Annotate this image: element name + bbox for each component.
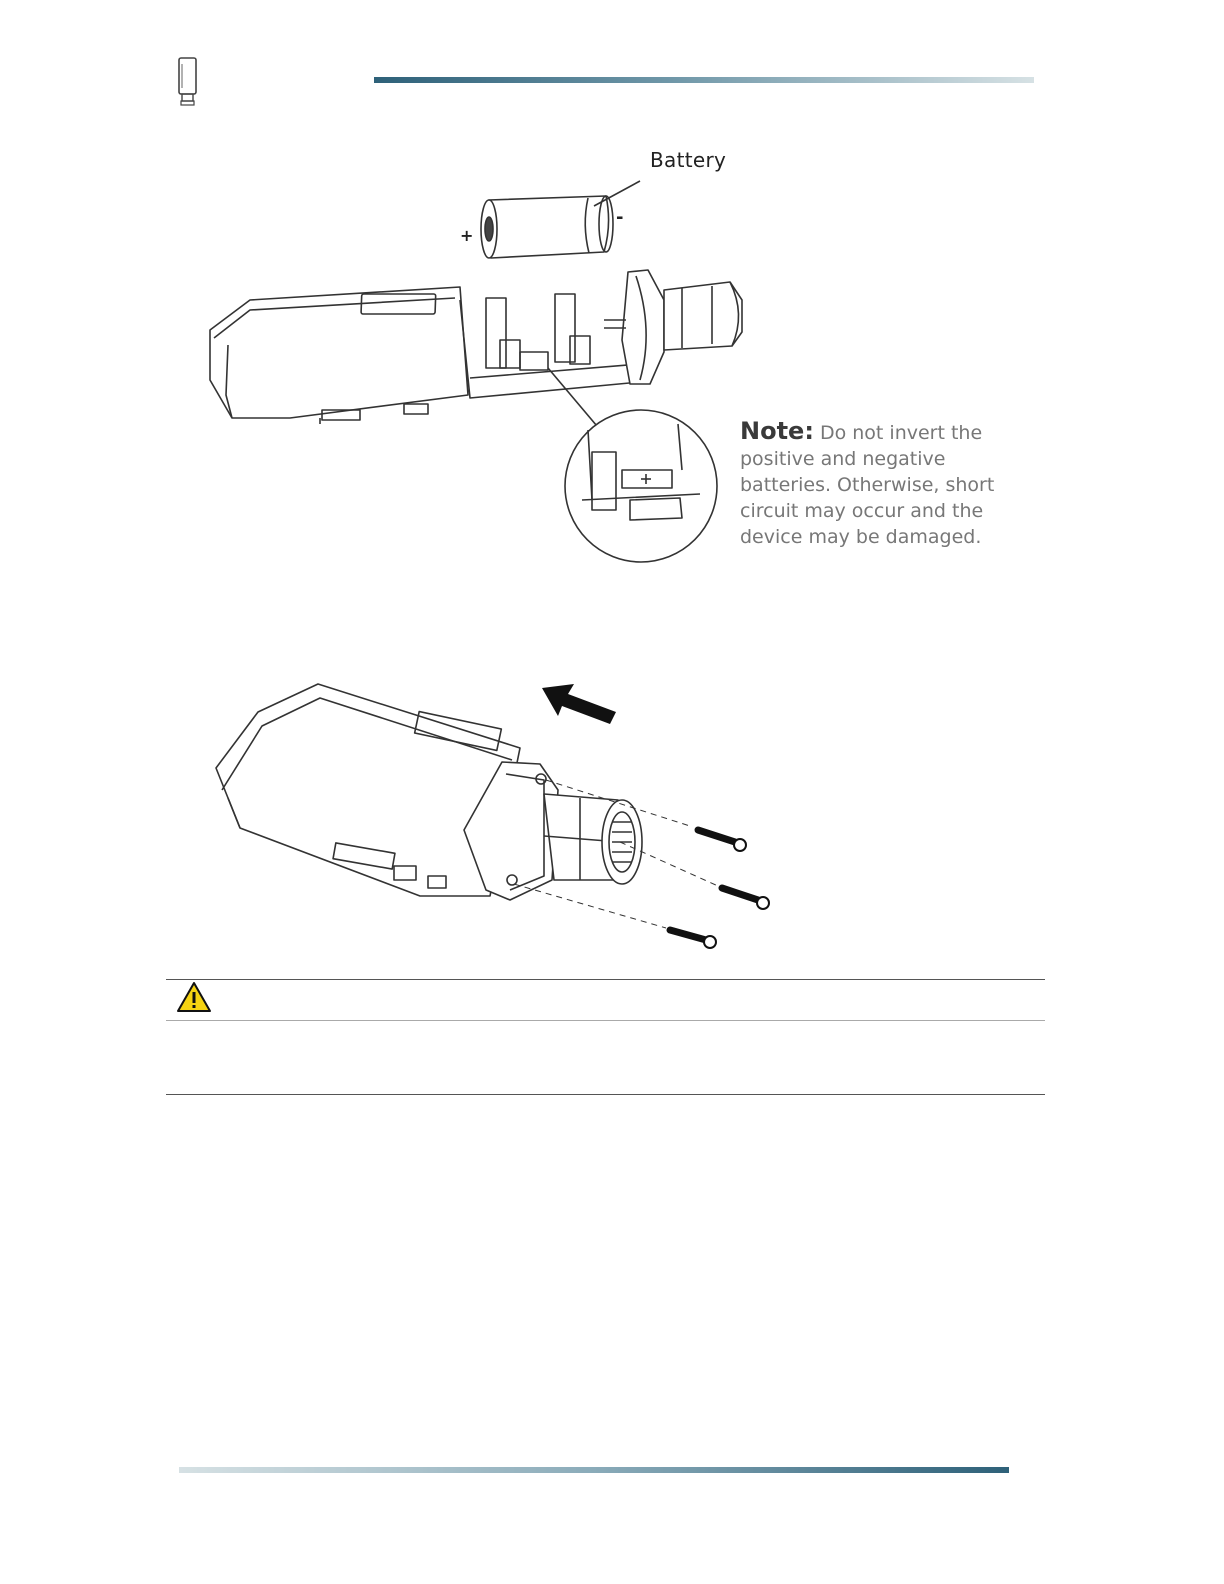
negative-terminal-label: - <box>616 207 624 228</box>
warning-rule-top <box>166 979 1045 980</box>
warning-triangle-icon <box>176 981 212 1013</box>
positive-terminal-label: + <box>460 226 474 245</box>
footer-rule <box>179 1467 1009 1473</box>
polarity-note <box>740 418 1020 550</box>
note-text: Do not invert the positive and negative batteries. Otherwise, short circuit may occur and the device may be damaged. <box>740 422 995 548</box>
note-label: Note: <box>740 417 814 445</box>
arrow-icon <box>540 684 620 730</box>
battery-installation-illustration <box>0 0 1224 600</box>
warning-rule-bottom <box>166 1094 1045 1095</box>
warning-rule-middle <box>166 1020 1045 1021</box>
battery-label: Battery <box>650 148 727 172</box>
